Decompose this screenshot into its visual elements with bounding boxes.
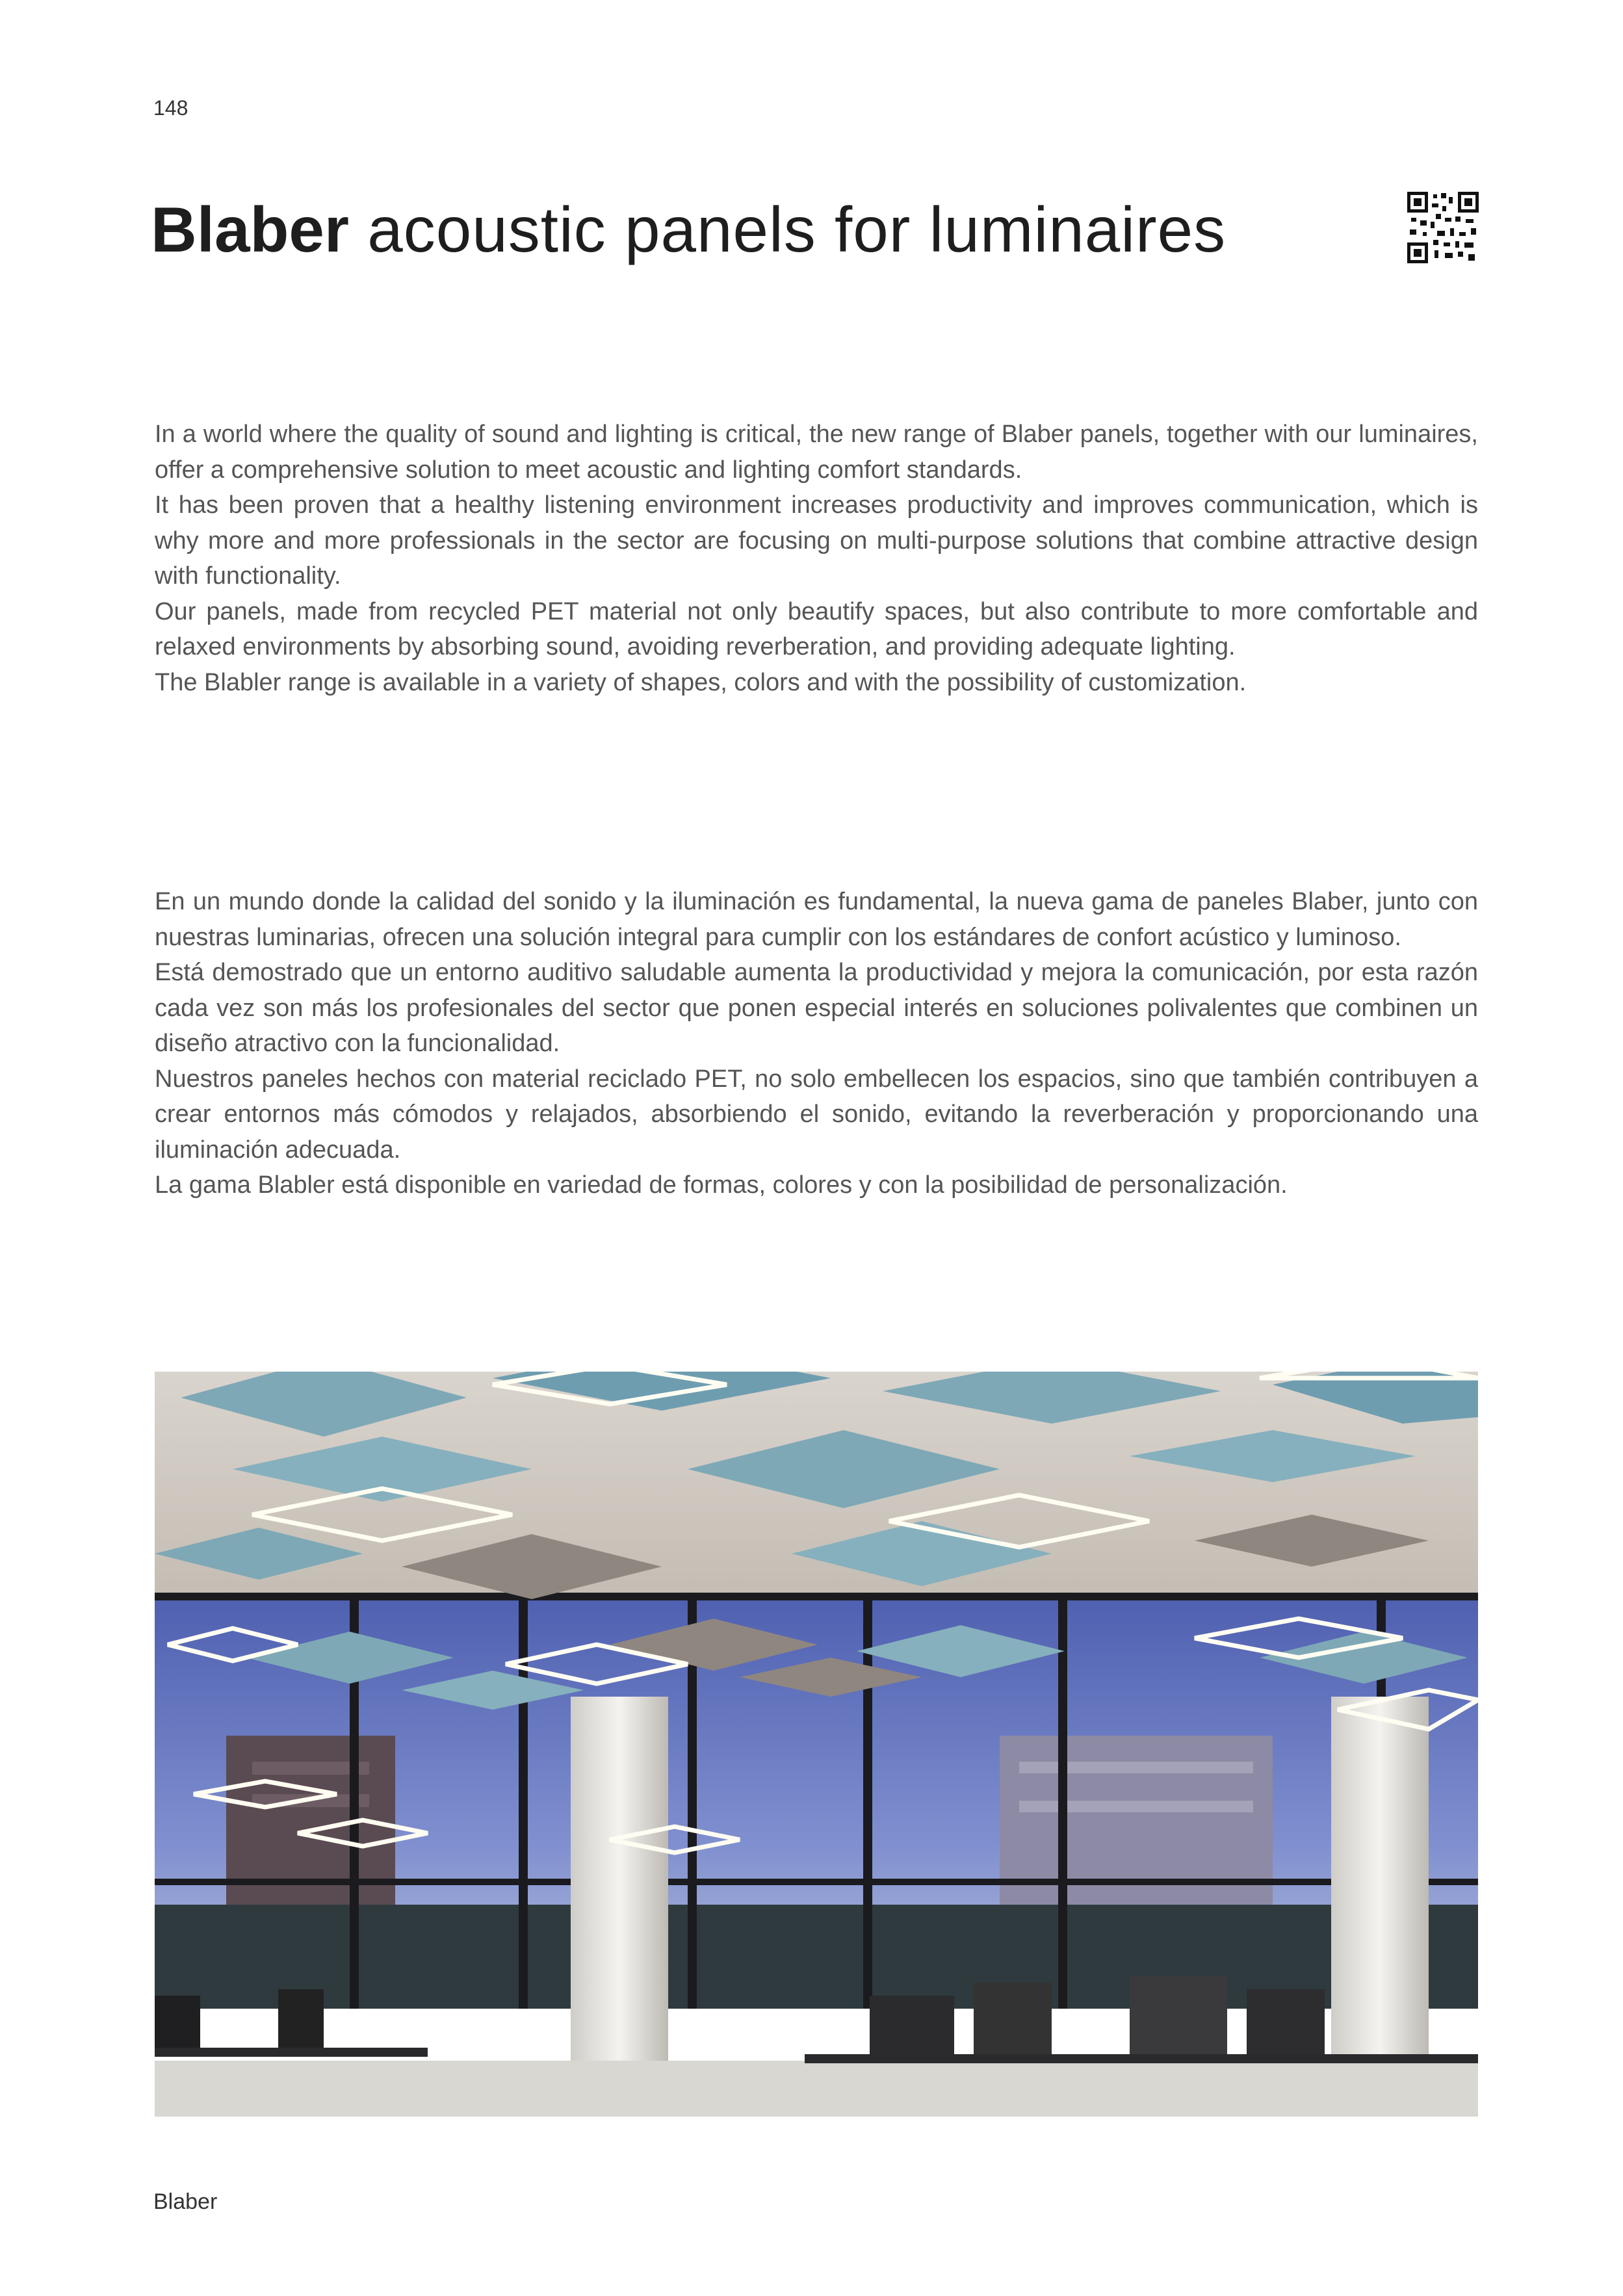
spanish-paragraph: La gama Blabler está disponible en variedad de formas, colores y con la posibilidad de personalización. [155,1171,1288,1199]
english-text-block [155,417,1478,700]
title-brand: Blaber [151,194,350,265]
column-left [571,1697,668,2117]
qr-code-icon[interactable] [1407,192,1479,263]
spanish-paragraph: Nuestros paneles hechos con material reciclado PET, no solo embellecen los espacios, sino que también contribuyen a crear entornos más cómodos y relajados, absorbiendo el sonido, evitando la reverberación y proporcionando una iluminación adecuada. [155,1065,1478,1164]
title-rest: acoustic panels for luminaires [349,194,1227,265]
english-paragraph: In a world where the quality of sound and lighting is critical, the new range of Blaber panels, together with our luminaires, offer a comprehensive solution to meet acoustic and lighting comfort standards. [155,421,1478,484]
page-title [151,195,1226,265]
footer-brand: Blaber [153,2189,218,2214]
spanish-text-block [155,884,1478,1203]
page-number: 148 [153,96,188,120]
english-paragraph: The Blabler range is available in a variety of shapes, colors and with the possibility of customization. [155,668,1247,696]
english-paragraph: Our panels, made from recycled PET material not only beautify spaces, but also contribute to more comfortable and relaxed environments by absorbing sound, avoiding reverberation, and providing adequate lighting. [155,597,1478,660]
english-paragraph: It has been proven that a healthy listening environment increases productivity and improves communication, which is why more and more professionals in the sector are focusing on multi-purpose solutions that combine attractive design with functionality. [155,491,1478,590]
column-right [1331,1697,1429,2117]
office-photo [155,1372,1478,2117]
spanish-paragraph: Está demostrado que un entorno auditivo saludable aumenta la productividad y mejora la comunicación, por esta razón cada vez son más los profesionales del sector que ponen especial interés en soluciones polivalentes que combinen un diseño atractivo con la funcionalidad. [155,959,1478,1057]
spanish-paragraph: En un mundo donde la calidad del sonido y la iluminación es fundamental, la nueva gama de paneles Blaber, junto con nuestras luminarias, ofrecen una solución integral para cumplir con los estándares de confort acústico y luminoso. [155,888,1478,951]
